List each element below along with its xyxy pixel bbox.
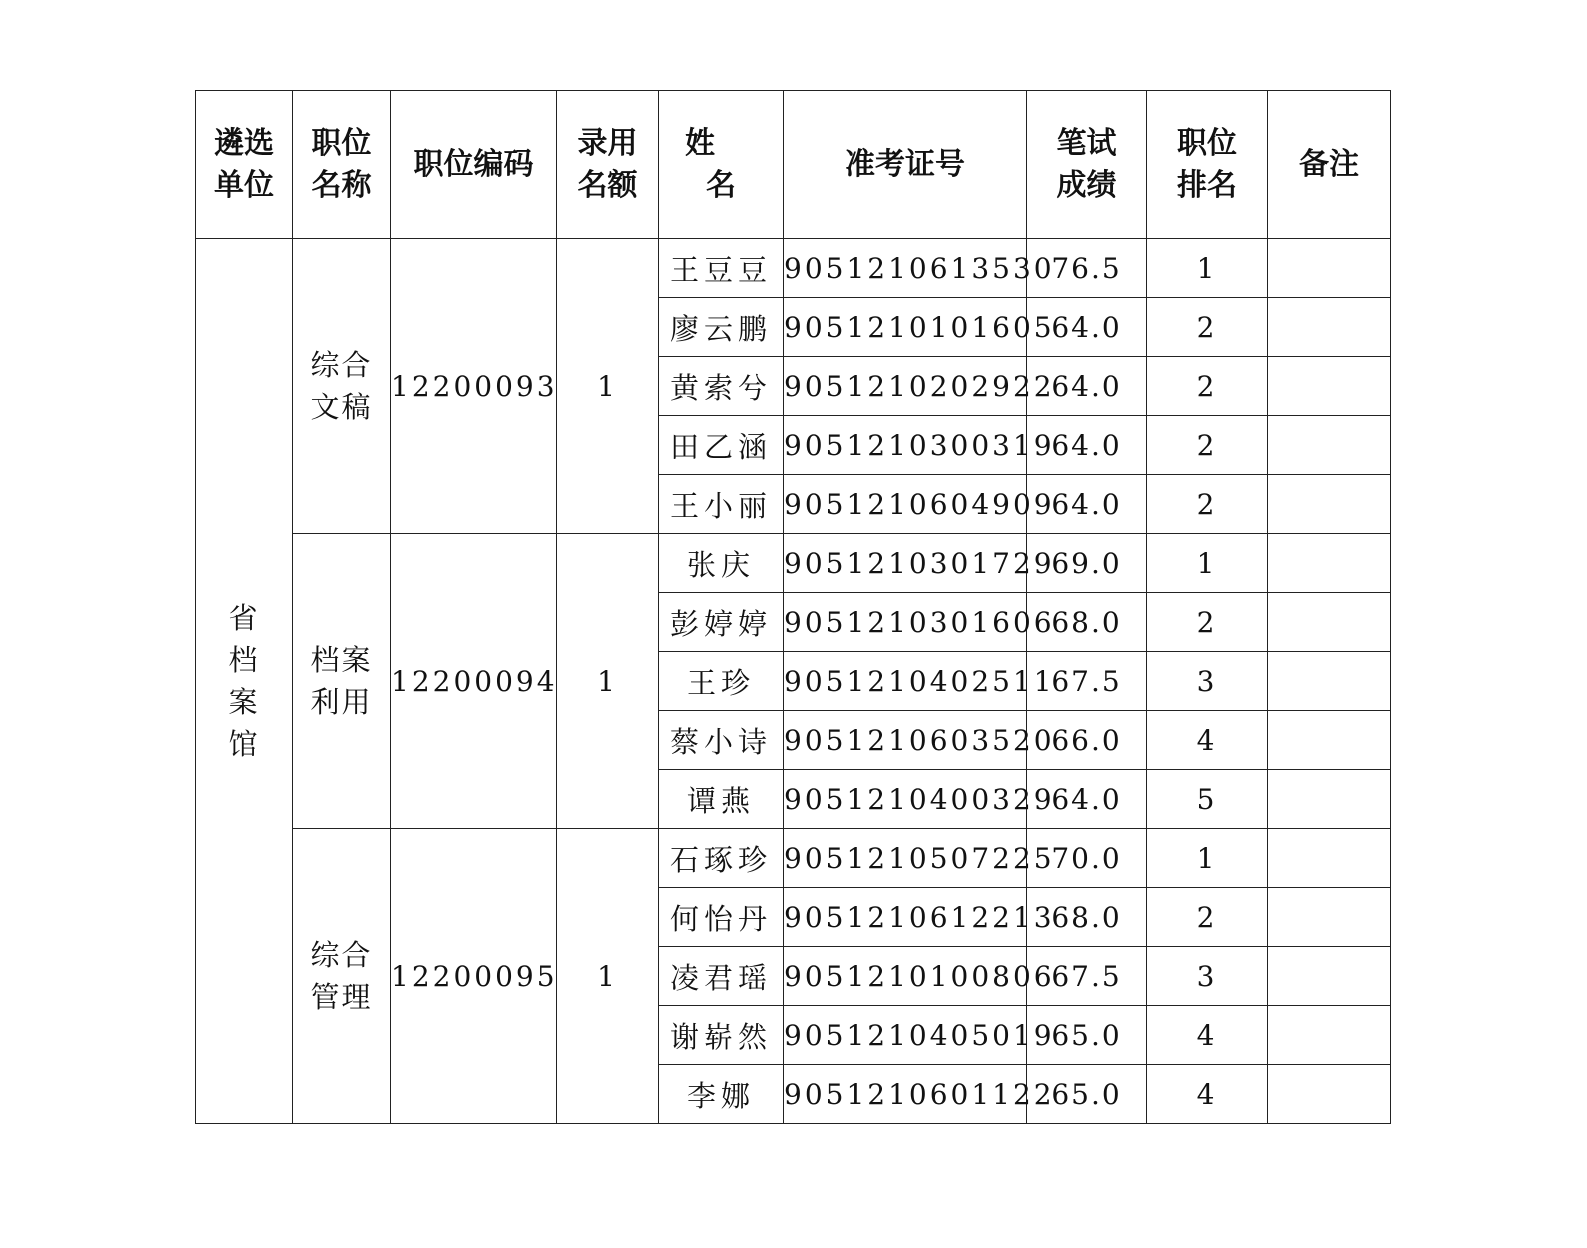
- ticket-number-cell: 9051210301729: [784, 534, 1027, 593]
- candidate-name-cell: 谢崭然: [659, 1006, 784, 1065]
- score-cell: 70.0: [1027, 829, 1147, 888]
- remark-cell: [1268, 652, 1391, 711]
- ticket-number-cell: 9051210202922: [784, 357, 1027, 416]
- ticket-number-cell: 9051210601122: [784, 1065, 1027, 1124]
- score-cell: 64.0: [1027, 475, 1147, 534]
- remark-cell: [1268, 298, 1391, 357]
- header-unit: 遴选单位: [196, 91, 293, 239]
- position-title: 综合文稿: [310, 348, 373, 424]
- ticket-number-cell: 9051210400329: [784, 770, 1027, 829]
- position-title: 综合管理: [310, 938, 373, 1014]
- score-cell: 69.0: [1027, 534, 1147, 593]
- remark-cell: [1268, 770, 1391, 829]
- candidate-name-cell: 王豆豆: [659, 239, 784, 298]
- table-row: [196, 239, 1391, 298]
- header-row: [196, 91, 1391, 239]
- ticket-number-cell: 9051210603520: [784, 711, 1027, 770]
- header-quota: 录用名额: [557, 91, 659, 239]
- ticket-number-cell: 9051210613530: [784, 239, 1027, 298]
- rank-cell: 3: [1147, 947, 1268, 1006]
- candidate-name-cell: 何怡丹: [659, 888, 784, 947]
- candidate-name-cell: 石琢珍: [659, 829, 784, 888]
- header-position-code: 职位编码: [391, 91, 557, 239]
- header-rank: 职位排名: [1147, 91, 1268, 239]
- ticket-number-cell: 9051210100806: [784, 947, 1027, 1006]
- header-remark: 备注: [1268, 91, 1391, 239]
- candidate-name-cell: 凌君瑶: [659, 947, 784, 1006]
- header-ticket: 准考证号: [784, 91, 1027, 239]
- position-title: 档案利用: [310, 643, 373, 719]
- rank-cell: 2: [1147, 475, 1268, 534]
- table-row: [196, 534, 1391, 593]
- score-cell: 67.5: [1027, 947, 1147, 1006]
- rank-cell: 1: [1147, 239, 1268, 298]
- rank-cell: 2: [1147, 888, 1268, 947]
- candidate-name-cell: 李娜: [659, 1065, 784, 1124]
- remark-cell: [1268, 1006, 1391, 1065]
- header-name: 姓名: [659, 91, 784, 239]
- candidate-name-cell: 田乙涵: [659, 416, 784, 475]
- table-body: [196, 239, 1391, 1124]
- ticket-number-cell: 9051210612213: [784, 888, 1027, 947]
- header-score: 笔试成绩: [1027, 91, 1147, 239]
- rank-cell: 3: [1147, 652, 1268, 711]
- remark-cell: [1268, 475, 1391, 534]
- position-title-cell: [293, 239, 391, 534]
- candidate-name-cell: 张庆: [659, 534, 784, 593]
- ticket-number-cell: 9051210604909: [784, 475, 1027, 534]
- remark-cell: [1268, 888, 1391, 947]
- unit-cell: [196, 239, 293, 1124]
- score-cell: 68.0: [1027, 888, 1147, 947]
- rank-cell: 1: [1147, 829, 1268, 888]
- remark-cell: [1268, 947, 1391, 1006]
- rank-cell: 4: [1147, 1006, 1268, 1065]
- results-sheet: [195, 90, 1390, 1124]
- candidate-name-cell: 蔡小诗: [659, 711, 784, 770]
- remark-cell: [1268, 1065, 1391, 1124]
- score-cell: 76.5: [1027, 239, 1147, 298]
- candidate-name-cell: 谭燕: [659, 770, 784, 829]
- score-cell: 64.0: [1027, 416, 1147, 475]
- rank-cell: 1: [1147, 534, 1268, 593]
- unit-label: 省档案馆: [228, 601, 260, 761]
- ticket-number-cell: 9051210405019: [784, 1006, 1027, 1065]
- candidate-name-cell: 王小丽: [659, 475, 784, 534]
- ticket-number-cell: 9051210402511: [784, 652, 1027, 711]
- ticket-number-cell: 9051210507225: [784, 829, 1027, 888]
- table-row: [196, 829, 1391, 888]
- rank-cell: 4: [1147, 1065, 1268, 1124]
- position-code-cell: 12200095: [391, 829, 557, 1124]
- score-cell: 67.5: [1027, 652, 1147, 711]
- candidate-name-cell: 廖云鹏: [659, 298, 784, 357]
- quota-cell: 1: [557, 829, 659, 1124]
- score-cell: 64.0: [1027, 770, 1147, 829]
- results-table: [195, 90, 1391, 1124]
- position-code-cell: 12200094: [391, 534, 557, 829]
- position-code-cell: 12200093: [391, 239, 557, 534]
- remark-cell: [1268, 416, 1391, 475]
- rank-cell: 2: [1147, 416, 1268, 475]
- remark-cell: [1268, 829, 1391, 888]
- ticket-number-cell: 9051210101605: [784, 298, 1027, 357]
- remark-cell: [1268, 239, 1391, 298]
- candidate-name-cell: 黄索兮: [659, 357, 784, 416]
- candidate-name-cell: 王珍: [659, 652, 784, 711]
- position-title-cell: [293, 829, 391, 1124]
- position-title-cell: [293, 534, 391, 829]
- score-cell: 64.0: [1027, 357, 1147, 416]
- score-cell: 66.0: [1027, 711, 1147, 770]
- ticket-number-cell: 9051210301606: [784, 593, 1027, 652]
- rank-cell: 5: [1147, 770, 1268, 829]
- score-cell: 64.0: [1027, 298, 1147, 357]
- remark-cell: [1268, 711, 1391, 770]
- score-cell: 68.0: [1027, 593, 1147, 652]
- rank-cell: 4: [1147, 711, 1268, 770]
- header-position-name: 职位名称: [293, 91, 391, 239]
- remark-cell: [1268, 593, 1391, 652]
- ticket-number-cell: 9051210300319: [784, 416, 1027, 475]
- rank-cell: 2: [1147, 593, 1268, 652]
- rank-cell: 2: [1147, 298, 1268, 357]
- score-cell: 65.0: [1027, 1006, 1147, 1065]
- candidate-name-cell: 彭婷婷: [659, 593, 784, 652]
- remark-cell: [1268, 534, 1391, 593]
- quota-cell: 1: [557, 239, 659, 534]
- score-cell: 65.0: [1027, 1065, 1147, 1124]
- quota-cell: 1: [557, 534, 659, 829]
- rank-cell: 2: [1147, 357, 1268, 416]
- remark-cell: [1268, 357, 1391, 416]
